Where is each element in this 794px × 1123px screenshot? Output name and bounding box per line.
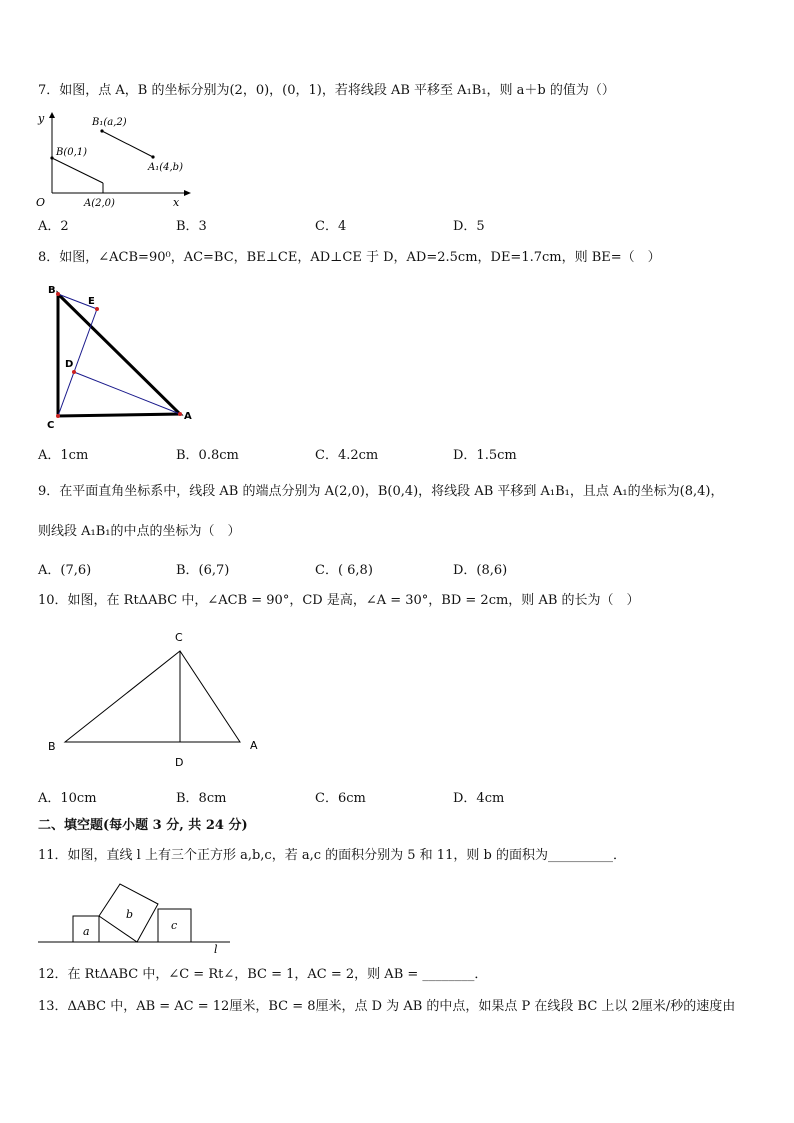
q7-figure	[36, 112, 196, 208]
q13-stem: 13．ΔABC 中，AB = AC = 12厘米，BC = 8厘米，点 D 为 AB 的中点，如果点 P 在线段 BC 上以 2厘米/秒的速度由	[38, 999, 736, 1014]
q8-stem: 8．如图，∠ACB=90⁰，AC=BC，BE⊥CE，AD⊥CE 于 D，AD=2.5cm，DE=1.7cm，则 BE=（ ）	[38, 250, 661, 265]
q7-a1-label: A₁(4,b)	[148, 162, 183, 173]
q7-a-label: A(2,0)	[84, 198, 115, 209]
q7-b-label: B(0,1)	[56, 147, 88, 158]
q11-b-label: b	[126, 908, 134, 921]
q7-option-b[interactable]: B．3	[176, 219, 207, 234]
q9-option-b[interactable]: B．(6,7)	[176, 563, 230, 578]
q10-option-d[interactable]: D．4cm	[453, 791, 505, 806]
q7-option-d[interactable]: D．5	[453, 219, 485, 234]
q8-option-c[interactable]: C．4.2cm	[315, 448, 379, 463]
q10-stem: 10．如图，在 RtΔABC 中，∠ACB = 90°，CD 是高，∠A = 30°，BD = 2cm，则 AB 的长为（ ）	[38, 593, 640, 608]
q11-c-label: c	[171, 919, 178, 932]
q8-figure	[44, 282, 204, 432]
q8-e-label: E	[88, 296, 95, 307]
q9-option-c[interactable]: C．( 6,8)	[315, 563, 373, 578]
q10-option-c[interactable]: C．6cm	[315, 791, 366, 806]
q8-option-b[interactable]: B．0.8cm	[176, 448, 239, 463]
q10-option-b[interactable]: B．8cm	[176, 791, 227, 806]
q11-stem: 11．如图，直线 l 上有三个正方形 a,b,c，若 a,c 的面积分别为 5 和 11，则 b 的面积为__________．	[38, 848, 626, 863]
q7-x-label: x	[173, 196, 180, 209]
q12-stem: 12．在 RtΔABC 中，∠C = Rt∠，BC = 1，AC = 2，则 AB = ________．	[38, 967, 488, 982]
q10-d-label: D	[175, 756, 184, 769]
q8-d-label: D	[65, 359, 74, 370]
q10-option-a[interactable]: A．10cm	[38, 791, 97, 806]
q7-option-a[interactable]: A．2	[38, 219, 69, 234]
q9-stem-continued: 则线段 A₁B₁的中点的坐标为（ ）	[38, 524, 241, 539]
q9-option-a[interactable]: A．(7,6)	[38, 563, 92, 578]
q8-a-label: A	[184, 411, 192, 422]
q7-options	[38, 218, 758, 236]
q11-a-label: a	[83, 925, 90, 938]
q7-option-c[interactable]: C．4	[315, 219, 347, 234]
q9-stem: 9．在平面直角坐标系中，线段 AB 的端点分别为 A(2,0)，B(0,4)，将线段 AB 平移到 A₁B₁，且点 A₁的坐标为(8,4)，	[38, 484, 724, 499]
q8-options	[38, 447, 758, 465]
q8-option-d[interactable]: D．1.5cm	[453, 448, 517, 463]
q8-c-label: C	[47, 420, 55, 431]
q7-origin-label: O	[36, 196, 46, 209]
q10-options	[38, 790, 758, 808]
q8-option-a[interactable]: A．1cm	[38, 448, 89, 463]
q7-stem: 7．如图，点 A，B 的坐标分别为(2，0)，(0，1)，若将线段 AB 平移至 A₁B₁，则 a＋b 的值为（）	[38, 83, 615, 98]
q7-y-label: y	[38, 112, 45, 125]
q10-c-label: C	[175, 631, 183, 644]
q11-l-label: l	[214, 943, 218, 956]
section-title: 二、填空题(每小题 3 分, 共 24 分)	[38, 818, 248, 833]
q8-b-label: B	[48, 285, 56, 296]
q10-figure	[44, 628, 264, 773]
q7-b1-label: B₁(a,2)	[92, 117, 127, 128]
q10-a-label: A	[250, 739, 258, 752]
q9-option-d[interactable]: D．(8,6)	[453, 563, 508, 578]
q10-b-label: B	[48, 740, 56, 753]
q11-figure	[38, 880, 238, 956]
q9-options	[38, 562, 758, 580]
